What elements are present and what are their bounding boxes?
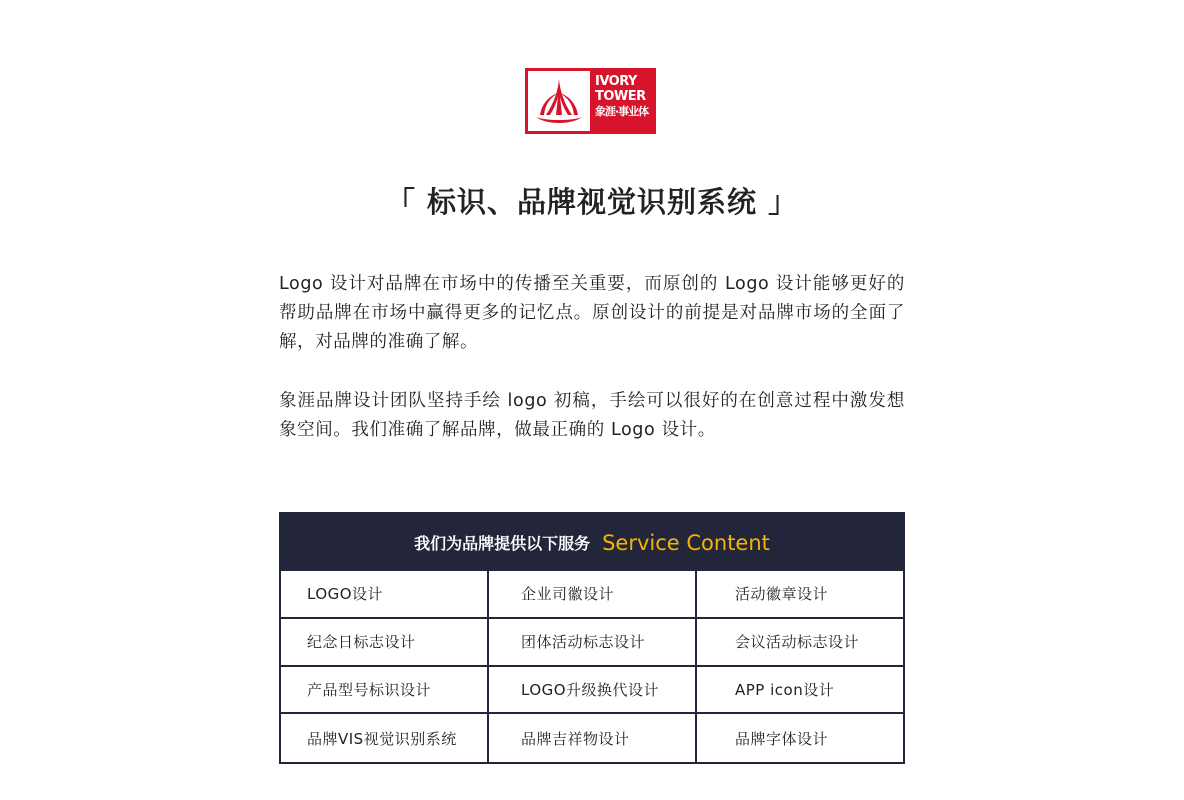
service-item: 品牌字体设计: [735, 729, 829, 748]
logo-emblem-box: [528, 71, 590, 131]
logo-line-2: TOWER: [595, 89, 646, 104]
services-grid: [281, 571, 903, 762]
brand-logo: [525, 68, 656, 134]
services-table: [279, 512, 905, 764]
service-item: 企业司徽设计: [489, 571, 697, 619]
service-item: LOGO设计: [281, 571, 489, 619]
logo-wordmark: [595, 74, 648, 119]
logo-line-1: IVORY: [595, 74, 637, 89]
team-paragraph: 象涯品牌设计团队坚持手绘 logo 初稿，手绘可以很好的在创意过程中激发想象空间。我们准确了解品牌，做最正确的 Logo 设计。: [279, 391, 905, 440]
logo-line-3: 象涯·事业体: [595, 105, 649, 118]
service-item: 纪念日标志设计: [281, 619, 489, 667]
service-item: 产品型号标识设计: [281, 667, 489, 715]
intro-paragraph: Logo 设计对品牌在市场中的传播至关重要，而原创的 Logo 设计能够更好的帮助品牌在市场中赢得更多的记忆点。原创设计的前提是对品牌市场的全面了解，对品牌的准确了解。: [279, 274, 905, 352]
service-item: 活动徽章设计: [697, 571, 903, 619]
tower-icon: [528, 71, 590, 131]
services-title-en: Service Content: [602, 530, 770, 555]
service-item: LOGO升级换代设计: [489, 667, 697, 715]
service-item: 品牌吉祥物设计: [489, 714, 697, 762]
service-item: 团体活动标志设计: [489, 619, 697, 667]
service-item: 品牌VIS视觉识别系统: [281, 714, 489, 762]
page-title: 「 标识、品牌视觉识别系统 」: [385, 185, 799, 219]
services-title-cn: 我们为品牌提供以下服务: [414, 534, 591, 553]
service-item: APP icon设计: [697, 667, 903, 715]
service-item: 会议活动标志设计: [697, 619, 903, 667]
services-header: [281, 514, 903, 571]
